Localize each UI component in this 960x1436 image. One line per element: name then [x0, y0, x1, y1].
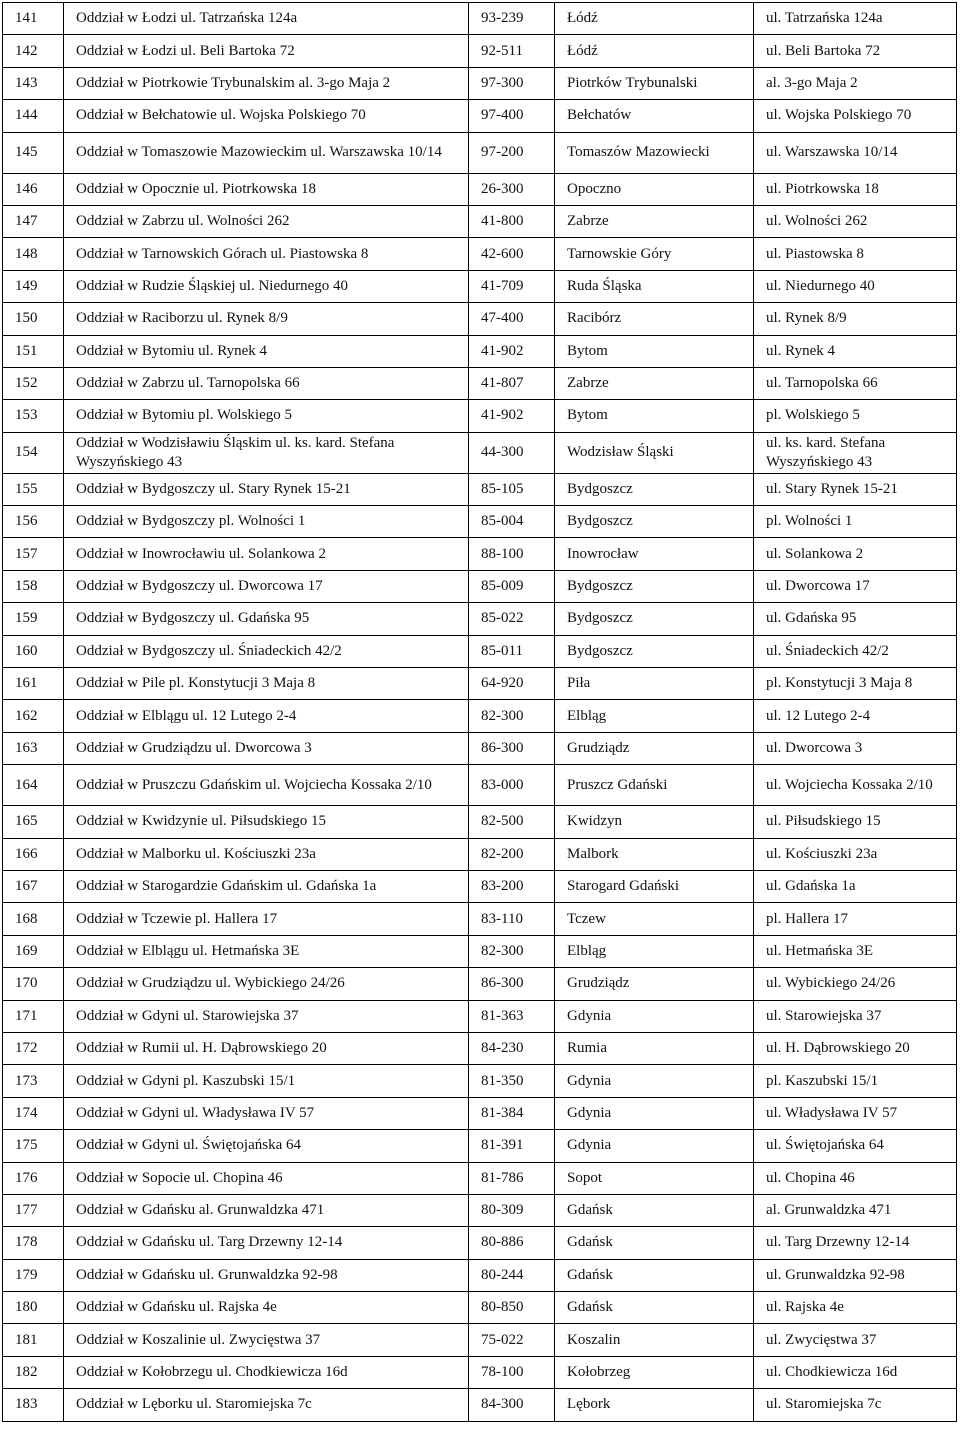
postal-code-cell: 41-709: [469, 270, 555, 302]
table-row: [3, 3, 957, 35]
branch-table: [2, 2, 957, 1422]
city-cell: Sopot: [555, 1162, 754, 1194]
row-number-cell: 171: [3, 1000, 64, 1032]
row-number-cell: 141: [3, 3, 64, 35]
table-row: [3, 806, 957, 838]
branch-name-cell: Oddział w Elblągu ul. Hetmańska 3E: [64, 935, 469, 967]
postal-code-cell: 86-300: [469, 732, 555, 764]
city-cell: Bełchatów: [555, 100, 754, 132]
postal-code-cell: 42-600: [469, 238, 555, 270]
table-row: [3, 1097, 957, 1129]
row-number-cell: 174: [3, 1097, 64, 1129]
branch-name-cell: Oddział w Elblągu ul. 12 Lutego 2-4: [64, 700, 469, 732]
city-cell: Malbork: [555, 838, 754, 870]
address-cell: ul. Kościuszki 23a: [754, 838, 957, 870]
address-cell: ul. Władysława IV 57: [754, 1097, 957, 1129]
postal-code-cell: 41-902: [469, 400, 555, 432]
row-number-cell: 177: [3, 1194, 64, 1226]
branch-name-cell: Oddział w Łodzi ul. Tatrzańska 124a: [64, 3, 469, 35]
branch-name-cell: Oddział w Sopocie ul. Chopina 46: [64, 1162, 469, 1194]
city-cell: Starogard Gdański: [555, 870, 754, 902]
postal-code-cell: 85-011: [469, 635, 555, 667]
row-number-cell: 166: [3, 838, 64, 870]
address-cell: ul. H. Dąbrowskiego 20: [754, 1032, 957, 1064]
row-number-cell: 164: [3, 765, 64, 806]
branch-name-cell: Oddział w Pile pl. Konstytucji 3 Maja 8: [64, 668, 469, 700]
row-number-cell: 145: [3, 132, 64, 173]
table-row: [3, 668, 957, 700]
row-number-cell: 147: [3, 205, 64, 237]
row-number-cell: 163: [3, 732, 64, 764]
city-cell: Gdańsk: [555, 1227, 754, 1259]
branch-name-cell: Oddział w Bydgoszczy ul. Gdańska 95: [64, 603, 469, 635]
city-cell: Zabrze: [555, 367, 754, 399]
row-number-cell: 181: [3, 1324, 64, 1356]
table-row: [3, 1162, 957, 1194]
city-cell: Bytom: [555, 335, 754, 367]
address-cell: pl. Hallera 17: [754, 903, 957, 935]
city-cell: Gdańsk: [555, 1259, 754, 1291]
city-cell: Elbląg: [555, 935, 754, 967]
branch-name-cell: Oddział w Piotrkowie Trybunalskim al. 3-go Maja 2: [64, 67, 469, 99]
address-cell: pl. Wolności 1: [754, 506, 957, 538]
row-number-cell: 150: [3, 303, 64, 335]
row-number-cell: 155: [3, 473, 64, 505]
branch-name-cell: Oddział w Starogardzie Gdańskim ul. Gdańska 1a: [64, 870, 469, 902]
branch-name-cell: Oddział w Koszalinie ul. Zwycięstwa 37: [64, 1324, 469, 1356]
postal-code-cell: 41-902: [469, 335, 555, 367]
city-cell: Bydgoszcz: [555, 603, 754, 635]
table-row: [3, 538, 957, 570]
city-cell: Ruda Śląska: [555, 270, 754, 302]
address-cell: pl. Wolskiego 5: [754, 400, 957, 432]
table-row: [3, 1000, 957, 1032]
postal-code-cell: 84-230: [469, 1032, 555, 1064]
city-cell: Pruszcz Gdański: [555, 765, 754, 806]
postal-code-cell: 80-244: [469, 1259, 555, 1291]
row-number-cell: 159: [3, 603, 64, 635]
row-number-cell: 170: [3, 968, 64, 1000]
branch-name-cell: Oddział w Bydgoszczy ul. Stary Rynek 15-21: [64, 473, 469, 505]
table-row: [3, 700, 957, 732]
postal-code-cell: 83-110: [469, 903, 555, 935]
address-cell: pl. Konstytucji 3 Maja 8: [754, 668, 957, 700]
postal-code-cell: 81-363: [469, 1000, 555, 1032]
postal-code-cell: 85-004: [469, 506, 555, 538]
row-number-cell: 176: [3, 1162, 64, 1194]
branch-name-cell: Oddział w Grudziądzu ul. Wybickiego 24/26: [64, 968, 469, 1000]
branch-name-cell: Oddział w Kwidzynie ul. Piłsudskiego 15: [64, 806, 469, 838]
postal-code-cell: 85-022: [469, 603, 555, 635]
table-row: [3, 732, 957, 764]
table-row: [3, 570, 957, 602]
table-row: [3, 35, 957, 67]
address-cell: ul. Gdańska 95: [754, 603, 957, 635]
branch-name-cell: Oddział w Zabrzu ul. Wolności 262: [64, 205, 469, 237]
table-row: [3, 205, 957, 237]
row-number-cell: 157: [3, 538, 64, 570]
postal-code-cell: 26-300: [469, 173, 555, 205]
branch-name-cell: Oddział w Opocznie ul. Piotrkowska 18: [64, 173, 469, 205]
address-cell: ul. Tatrzańska 124a: [754, 3, 957, 35]
row-number-cell: 165: [3, 806, 64, 838]
row-number-cell: 144: [3, 100, 64, 132]
postal-code-cell: 64-920: [469, 668, 555, 700]
table-row: [3, 603, 957, 635]
table-row: [3, 968, 957, 1000]
table-row: [3, 1356, 957, 1388]
branch-name-cell: Oddział w Rumii ul. H. Dąbrowskiego 20: [64, 1032, 469, 1064]
branch-name-cell: Oddział w Gdańsku ul. Targ Drzewny 12-14: [64, 1227, 469, 1259]
city-cell: Piła: [555, 668, 754, 700]
address-cell: ul. Świętojańska 64: [754, 1130, 957, 1162]
row-number-cell: 180: [3, 1292, 64, 1324]
row-number-cell: 182: [3, 1356, 64, 1388]
row-number-cell: 160: [3, 635, 64, 667]
postal-code-cell: 81-384: [469, 1097, 555, 1129]
branch-name-cell: Oddział w Wodzisławiu Śląskim ul. ks. kard. Stefana Wyszyńskiego 43: [64, 432, 469, 473]
branch-name-cell: Oddział w Zabrzu ul. Tarnopolska 66: [64, 367, 469, 399]
row-number-cell: 156: [3, 506, 64, 538]
address-cell: ul. Piotrkowska 18: [754, 173, 957, 205]
city-cell: Łódź: [555, 35, 754, 67]
city-cell: Łódź: [555, 3, 754, 35]
table-row: [3, 1389, 957, 1421]
table-row: [3, 238, 957, 270]
table-row: [3, 270, 957, 302]
branch-name-cell: Oddział w Bydgoszczy ul. Śniadeckich 42/2: [64, 635, 469, 667]
row-number-cell: 142: [3, 35, 64, 67]
city-cell: Bydgoszcz: [555, 570, 754, 602]
table-row: [3, 335, 957, 367]
branch-name-cell: Oddział w Raciborzu ul. Rynek 8/9: [64, 303, 469, 335]
address-cell: ul. Piastowska 8: [754, 238, 957, 270]
row-number-cell: 169: [3, 935, 64, 967]
row-number-cell: 167: [3, 870, 64, 902]
branch-name-cell: Oddział w Malborku ul. Kościuszki 23a: [64, 838, 469, 870]
branch-name-cell: Oddział w Gdyni pl. Kaszubski 15/1: [64, 1065, 469, 1097]
postal-code-cell: 44-300: [469, 432, 555, 473]
city-cell: Gdynia: [555, 1130, 754, 1162]
postal-code-cell: 97-200: [469, 132, 555, 173]
city-cell: Gdynia: [555, 1065, 754, 1097]
address-cell: ul. ks. kard. Stefana Wyszyńskiego 43: [754, 432, 957, 473]
table-row: [3, 1259, 957, 1291]
branch-name-cell: Oddział w Grudziądzu ul. Dworcowa 3: [64, 732, 469, 764]
city-cell: Rumia: [555, 1032, 754, 1064]
row-number-cell: 175: [3, 1130, 64, 1162]
row-number-cell: 178: [3, 1227, 64, 1259]
address-cell: ul. Piłsudskiego 15: [754, 806, 957, 838]
table-row: [3, 1227, 957, 1259]
address-cell: ul. Zwycięstwa 37: [754, 1324, 957, 1356]
address-cell: ul. Wojciecha Kossaka 2/10: [754, 765, 957, 806]
postal-code-cell: 84-300: [469, 1389, 555, 1421]
table-row: [3, 1065, 957, 1097]
city-cell: Grudziądz: [555, 968, 754, 1000]
city-cell: Kwidzyn: [555, 806, 754, 838]
branch-name-cell: Oddział w Kołobrzegu ul. Chodkiewicza 16d: [64, 1356, 469, 1388]
city-cell: Opoczno: [555, 173, 754, 205]
city-cell: Inowrocław: [555, 538, 754, 570]
row-number-cell: 179: [3, 1259, 64, 1291]
address-cell: ul. Hetmańska 3E: [754, 935, 957, 967]
address-cell: ul. Rajska 4e: [754, 1292, 957, 1324]
table-row: [3, 67, 957, 99]
postal-code-cell: 97-300: [469, 67, 555, 99]
table-row: [3, 1194, 957, 1226]
branch-name-cell: Oddział w Bydgoszczy pl. Wolności 1: [64, 506, 469, 538]
city-cell: Tarnowskie Góry: [555, 238, 754, 270]
row-number-cell: 148: [3, 238, 64, 270]
branch-name-cell: Oddział w Gdańsku ul. Grunwaldzka 92-98: [64, 1259, 469, 1291]
address-cell: ul. Śniadeckich 42/2: [754, 635, 957, 667]
table-row: [3, 1130, 957, 1162]
branch-name-cell: Oddział w Łodzi ul. Beli Bartoka 72: [64, 35, 469, 67]
address-cell: ul. Starowiejska 37: [754, 1000, 957, 1032]
city-cell: Bydgoszcz: [555, 506, 754, 538]
table-row: [3, 1292, 957, 1324]
branch-name-cell: Oddział w Tarnowskich Górach ul. Piastowska 8: [64, 238, 469, 270]
table-row: [3, 765, 957, 806]
table-row: [3, 935, 957, 967]
row-number-cell: 149: [3, 270, 64, 302]
postal-code-cell: 83-200: [469, 870, 555, 902]
city-cell: Zabrze: [555, 205, 754, 237]
row-number-cell: 143: [3, 67, 64, 99]
row-number-cell: 158: [3, 570, 64, 602]
branch-name-cell: Oddział w Lęborku ul. Staromiejska 7c: [64, 1389, 469, 1421]
postal-code-cell: 82-300: [469, 700, 555, 732]
branch-name-cell: Oddział w Tomaszowie Mazowieckim ul. Warszawska 10/14: [64, 132, 469, 173]
city-cell: Wodzisław Śląski: [555, 432, 754, 473]
address-cell: ul. Dworcowa 17: [754, 570, 957, 602]
table-row: [3, 506, 957, 538]
postal-code-cell: 78-100: [469, 1356, 555, 1388]
postal-code-cell: 47-400: [469, 303, 555, 335]
branch-name-cell: Oddział w Bytomiu ul. Rynek 4: [64, 335, 469, 367]
postal-code-cell: 41-800: [469, 205, 555, 237]
address-cell: ul. Chopina 46: [754, 1162, 957, 1194]
address-cell: al. Grunwaldzka 471: [754, 1194, 957, 1226]
postal-code-cell: 81-350: [469, 1065, 555, 1097]
branch-name-cell: Oddział w Pruszczu Gdańskim ul. Wojciecha Kossaka 2/10: [64, 765, 469, 806]
postal-code-cell: 93-239: [469, 3, 555, 35]
table-row: [3, 1324, 957, 1356]
postal-code-cell: 80-309: [469, 1194, 555, 1226]
city-cell: Tomaszów Mazowiecki: [555, 132, 754, 173]
postal-code-cell: 88-100: [469, 538, 555, 570]
address-cell: ul. Niedurnego 40: [754, 270, 957, 302]
postal-code-cell: 82-500: [469, 806, 555, 838]
table-row: [3, 367, 957, 399]
city-cell: Lębork: [555, 1389, 754, 1421]
branch-name-cell: Oddział w Gdyni ul. Starowiejska 37: [64, 1000, 469, 1032]
address-cell: ul. Gdańska 1a: [754, 870, 957, 902]
row-number-cell: 183: [3, 1389, 64, 1421]
city-cell: Koszalin: [555, 1324, 754, 1356]
table-row: [3, 1032, 957, 1064]
city-cell: Gdańsk: [555, 1194, 754, 1226]
branch-name-cell: Oddział w Gdańsku al. Grunwaldzka 471: [64, 1194, 469, 1226]
postal-code-cell: 80-850: [469, 1292, 555, 1324]
table-row: [3, 473, 957, 505]
address-cell: ul. Rynek 4: [754, 335, 957, 367]
address-cell: ul. Chodkiewicza 16d: [754, 1356, 957, 1388]
postal-code-cell: 92-511: [469, 35, 555, 67]
city-cell: Gdynia: [555, 1097, 754, 1129]
city-cell: Bytom: [555, 400, 754, 432]
row-number-cell: 151: [3, 335, 64, 367]
postal-code-cell: 80-886: [469, 1227, 555, 1259]
row-number-cell: 173: [3, 1065, 64, 1097]
address-cell: ul. Wojska Polskiego 70: [754, 100, 957, 132]
city-cell: Elbląg: [555, 700, 754, 732]
branch-name-cell: Oddział w Gdyni ul. Świętojańska 64: [64, 1130, 469, 1162]
branch-name-cell: Oddział w Gdańsku ul. Rajska 4e: [64, 1292, 469, 1324]
address-cell: al. 3-go Maja 2: [754, 67, 957, 99]
address-cell: ul. Wolności 262: [754, 205, 957, 237]
address-cell: ul. Warszawska 10/14: [754, 132, 957, 173]
row-number-cell: 153: [3, 400, 64, 432]
table-row: [3, 432, 957, 473]
city-cell: Piotrków Trybunalski: [555, 67, 754, 99]
branch-name-cell: Oddział w Gdyni ul. Władysława IV 57: [64, 1097, 469, 1129]
row-number-cell: 161: [3, 668, 64, 700]
row-number-cell: 162: [3, 700, 64, 732]
table-row: [3, 100, 957, 132]
branch-name-cell: Oddział w Inowrocławiu ul. Solankowa 2: [64, 538, 469, 570]
table-row: [3, 173, 957, 205]
branch-name-cell: Oddział w Bełchatowie ul. Wojska Polskiego 70: [64, 100, 469, 132]
postal-code-cell: 83-000: [469, 765, 555, 806]
postal-code-cell: 82-200: [469, 838, 555, 870]
table-row: [3, 635, 957, 667]
postal-code-cell: 86-300: [469, 968, 555, 1000]
branch-name-cell: Oddział w Rudzie Śląskiej ul. Niedurnego 40: [64, 270, 469, 302]
address-cell: ul. Staromiejska 7c: [754, 1389, 957, 1421]
row-number-cell: 152: [3, 367, 64, 399]
postal-code-cell: 41-807: [469, 367, 555, 399]
address-cell: ul. Dworcowa 3: [754, 732, 957, 764]
table-row: [3, 903, 957, 935]
row-number-cell: 146: [3, 173, 64, 205]
postal-code-cell: 82-300: [469, 935, 555, 967]
branch-name-cell: Oddział w Bytomiu pl. Wolskiego 5: [64, 400, 469, 432]
row-number-cell: 168: [3, 903, 64, 935]
address-cell: pl. Kaszubski 15/1: [754, 1065, 957, 1097]
city-cell: Tczew: [555, 903, 754, 935]
city-cell: Kołobrzeg: [555, 1356, 754, 1388]
row-number-cell: 154: [3, 432, 64, 473]
table-row: [3, 870, 957, 902]
branch-name-cell: Oddział w Bydgoszczy ul. Dworcowa 17: [64, 570, 469, 602]
postal-code-cell: 97-400: [469, 100, 555, 132]
branch-name-cell: Oddział w Tczewie pl. Hallera 17: [64, 903, 469, 935]
city-cell: Gdynia: [555, 1000, 754, 1032]
address-cell: ul. Beli Bartoka 72: [754, 35, 957, 67]
city-cell: Bydgoszcz: [555, 473, 754, 505]
address-cell: ul. Solankowa 2: [754, 538, 957, 570]
city-cell: Grudziądz: [555, 732, 754, 764]
row-number-cell: 172: [3, 1032, 64, 1064]
postal-code-cell: 85-105: [469, 473, 555, 505]
postal-code-cell: 81-391: [469, 1130, 555, 1162]
city-cell: Gdańsk: [555, 1292, 754, 1324]
postal-code-cell: 85-009: [469, 570, 555, 602]
table-row: [3, 132, 957, 173]
address-cell: ul. Wybickiego 24/26: [754, 968, 957, 1000]
table-row: [3, 303, 957, 335]
address-cell: ul. Targ Drzewny 12-14: [754, 1227, 957, 1259]
address-cell: ul. Tarnopolska 66: [754, 367, 957, 399]
branch-table-body: [3, 3, 957, 1422]
city-cell: Racibórz: [555, 303, 754, 335]
table-row: [3, 838, 957, 870]
postal-code-cell: 81-786: [469, 1162, 555, 1194]
address-cell: ul. Rynek 8/9: [754, 303, 957, 335]
address-cell: ul. 12 Lutego 2-4: [754, 700, 957, 732]
postal-code-cell: 75-022: [469, 1324, 555, 1356]
city-cell: Bydgoszcz: [555, 635, 754, 667]
address-cell: ul. Grunwaldzka 92-98: [754, 1259, 957, 1291]
table-row: [3, 400, 957, 432]
address-cell: ul. Stary Rynek 15-21: [754, 473, 957, 505]
